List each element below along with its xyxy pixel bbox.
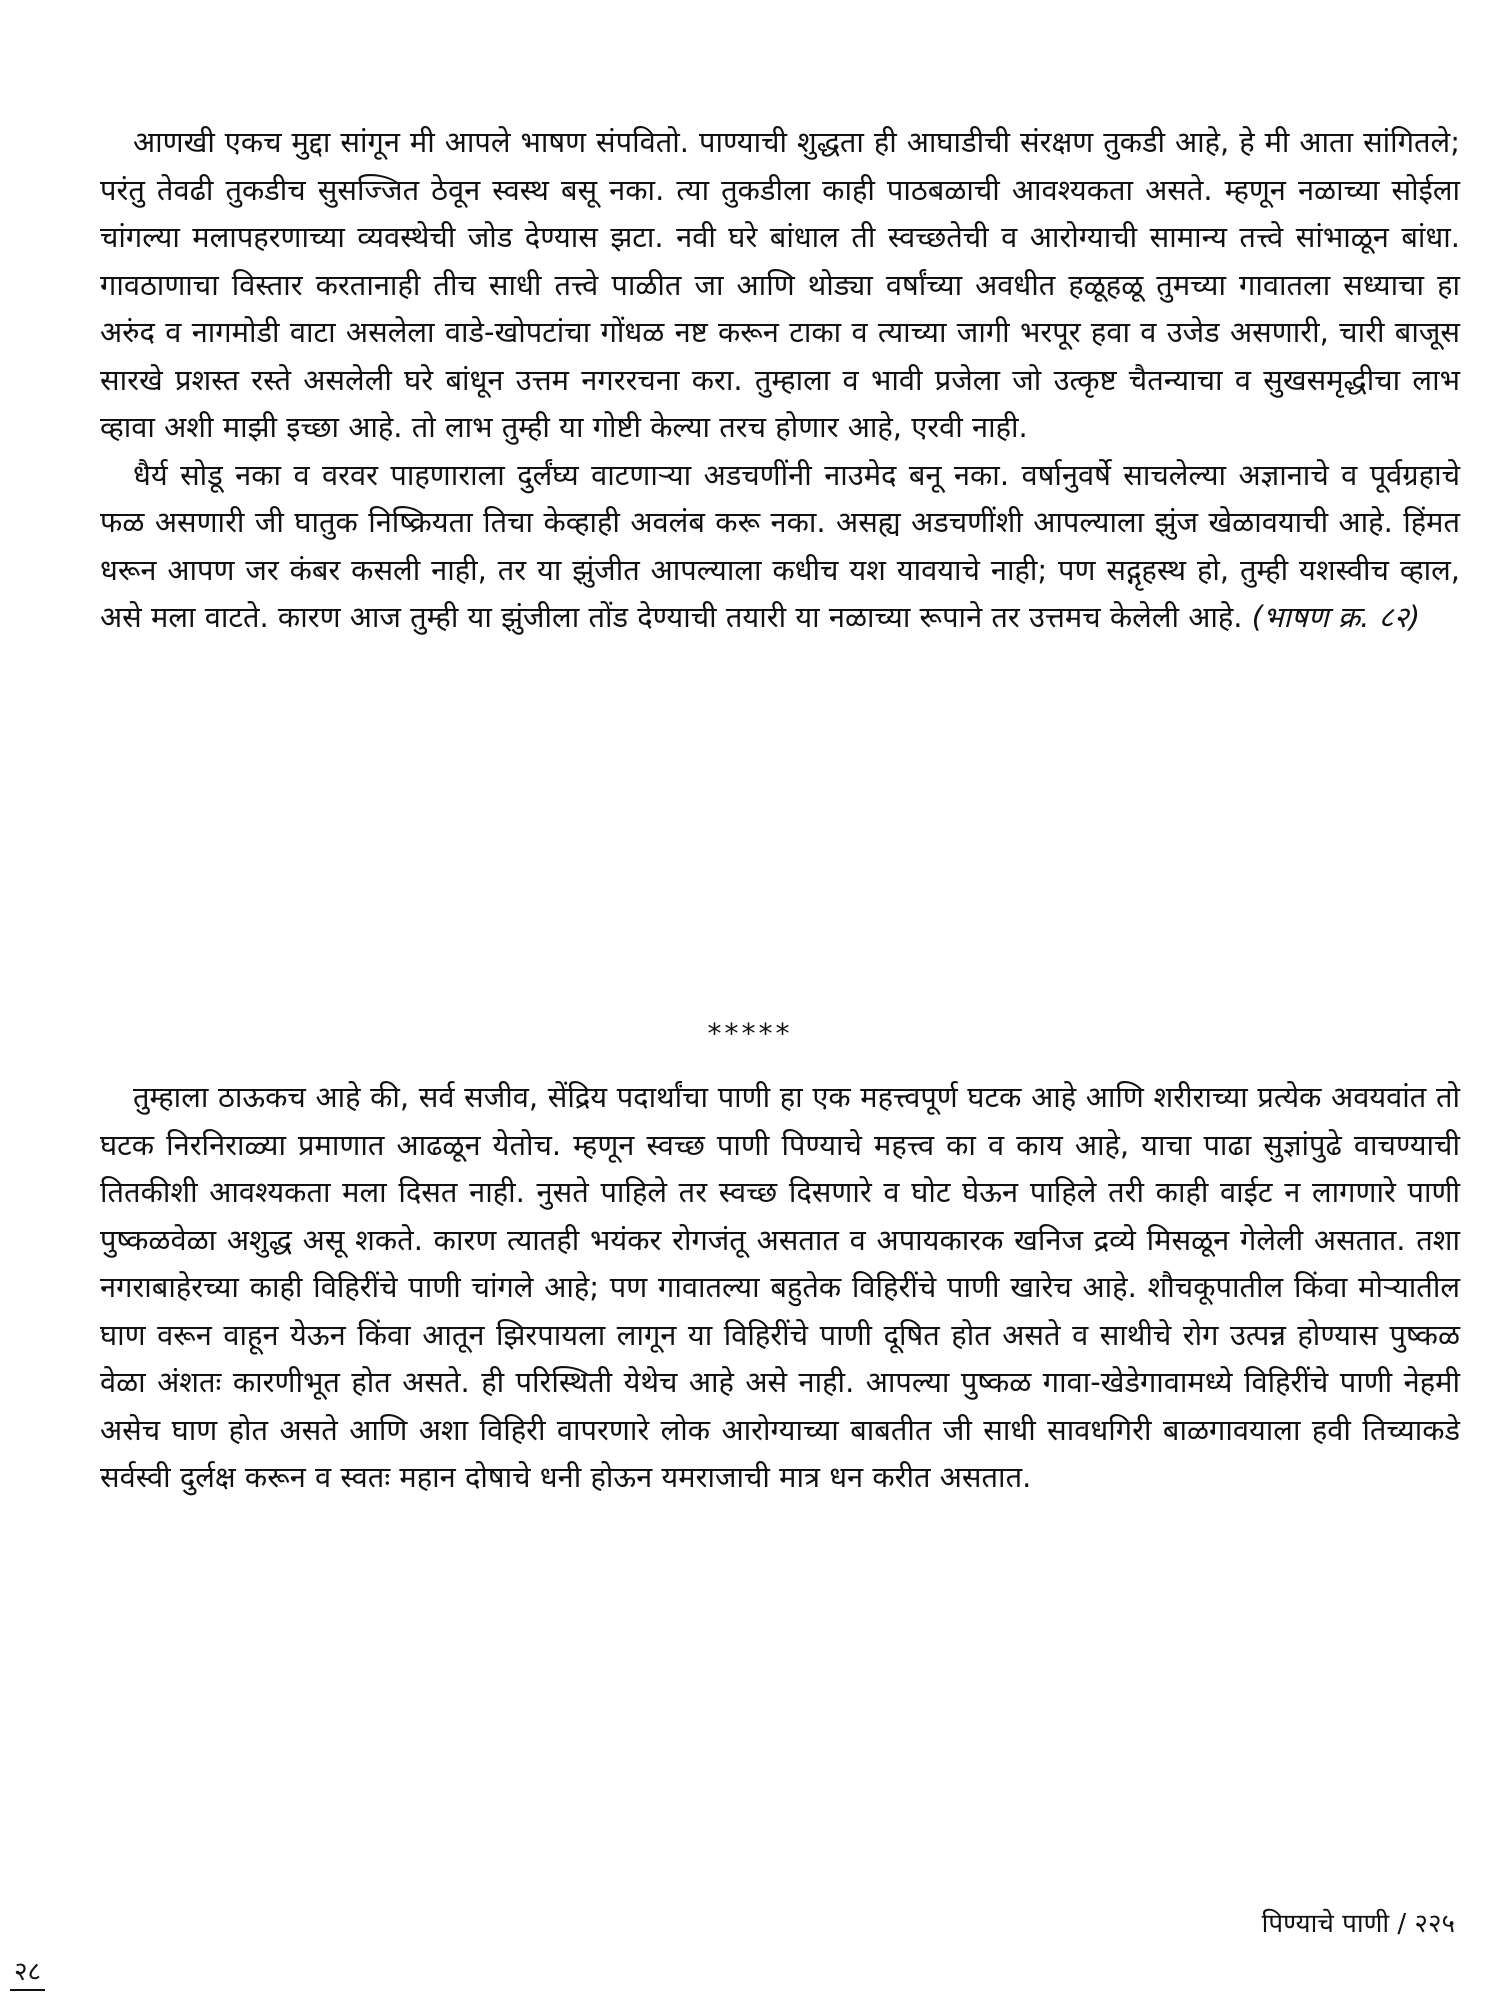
paragraph-3: तुम्हाला ठाऊकच आहे की, सर्व सजीव, सेंद्रिय पदार्थांचा पाणी हा एक महत्त्वपूर्ण घटक आहे आणि शरीराच्या प्रत्येक अवयवांत तो घटक निरनिराळ्या प्रमाणात आढळून येतोच. म्हणून स्वच्छ पाणी पिण्याचे महत्त्व का व काय आहे, याचा पाढा सुज्ञांपुढे वाचण्याची तितकीशी आवश्यकता मला दिसत नाही. नुसते पाहिले तर स्वच्छ दिसणारे व घोट घेऊन पाहिले तरी काही वाईट न लागणारे पाणी पुष्कळवेळा अशुद्ध असू शकते. कारण त्यातही भयंकर रोगजंतू असतात व अपायकारक खनिज द्रव्ये मिसळून गेलेली असतात. तशा नगराबाहेरच्या काही विहिरींचे पाणी चांगले आहे; पण गावातल्या बहुतेक विहिरींचे पाणी खारेच आहे. शौचकूपातील किंवा मोऱ्यातील घाण वरून वाहून येऊन किंवा आतून झिरपायला लागून या विहिरींचे पाणी दूषित होत असते व साथीचे रोग उत्पन्न होण्यास पुष्कळ वेळा अंशतः कारणीभूत होत असते. ही परिस्थिती येथेच आहे असे नाही. आपल्या पुष्कळ गावा-खेडेगावामध्ये विहिरींचे पाणी नेहमी असेच घाण होत असते आणि अशा विहिरी वापरणारे लोक आरोग्याच्या बाबतीत जी साधी सावधगिरी बाळगावयाला हवी तिच्याकडे सर्वस्वी दुर्लक्ष करून व स्वतः महान दोषाचे धनी होऊन यमराजाची मात्र धन करीत असतात. [100, 1080, 1460, 1494]
paragraph-2-text: धैर्य सोडू नका व वरवर पाहणाराला दुर्लंघ्य वाटणाऱ्या अडचणींनी नाउमेद बनू नका. वर्षानुवर्षे साचलेल्या अज्ञानाचे व पूर्वग्रहाचे फळ असणारी जी घातुक निष्क्रियता तिचा केव्हाही अवलंब करू नका. असह्य अडचणींशी आपल्याला झुंज खेळावयाची आहे. हिंमत धरून आपण जर कंबर कसली नाही, तर या झुंजीत आपल्याला कधीच यश यावयाचे नाही; पण सद्गृहस्थ हो, तुम्ही यशस्वीच व्हाल, असे मला वाटते. कारण आज तुम्ही या झुंजीला तोंड देण्याची तयारी या नळाच्या रूपाने तर उत्तमच केलेली आहे. [100, 457, 1460, 634]
section-separator: ***** [707, 1017, 793, 1050]
page-number: २८ [10, 1955, 45, 1991]
speech-citation: (भाषण क्र. ८२) [1251, 600, 1421, 634]
speech-section-1 [100, 119, 1460, 642]
paragraph-2 [100, 452, 1460, 642]
speech-section-2 [100, 1074, 1460, 1502]
running-footer-title: पिण्याचे पाणी / २२५ [1261, 1909, 1455, 1939]
paragraph-1: आणखी एकच मुद्दा सांगून मी आपले भाषण संपवितो. पाण्याची शुद्धता ही आघाडीची संरक्षण तुकडी आहे, हे मी आता सांगितले; परंतु तेवढी तुकडीच सुसज्जित ठेवून स्वस्थ बसू नका. त्या तुकडीला काही पाठबळाची आवश्यकता असते. म्हणून नळाच्या सोईला चांगल्या मलापहरणाच्या व्यवस्थेची जोड देण्यास झटा. नवी घरे बांधाल ती स्वच्छतेची व आरोग्याची सामान्य तत्त्वे सांभाळून बांधा. गावठाणाचा विस्तार करतानाही तीच साधी तत्त्वे पाळीत जा आणि थोड्या वर्षांच्या अवधीत हळूहळू तुमच्या गावातला सध्याचा हा अरुंद व नागमोडी वाटा असलेला वाडे-खोपटांचा गोंधळ नष्ट करून टाका व त्याच्या जागी भरपूर हवा व उजेड असणारी, चारी बाजूस सारखे प्रशस्त रस्ते असलेली घरे बांधून उत्तम नगररचना करा. तुम्हाला व भावी प्रजेला जो उत्कृष्ट चैतन्याचा व सुखसमृद्धीचा लाभ व्हावा अशी माझी इच्छा आहे. तो लाभ तुम्ही या गोष्टी केल्या तरच होणार आहे, एरवी नाही. [100, 125, 1460, 444]
